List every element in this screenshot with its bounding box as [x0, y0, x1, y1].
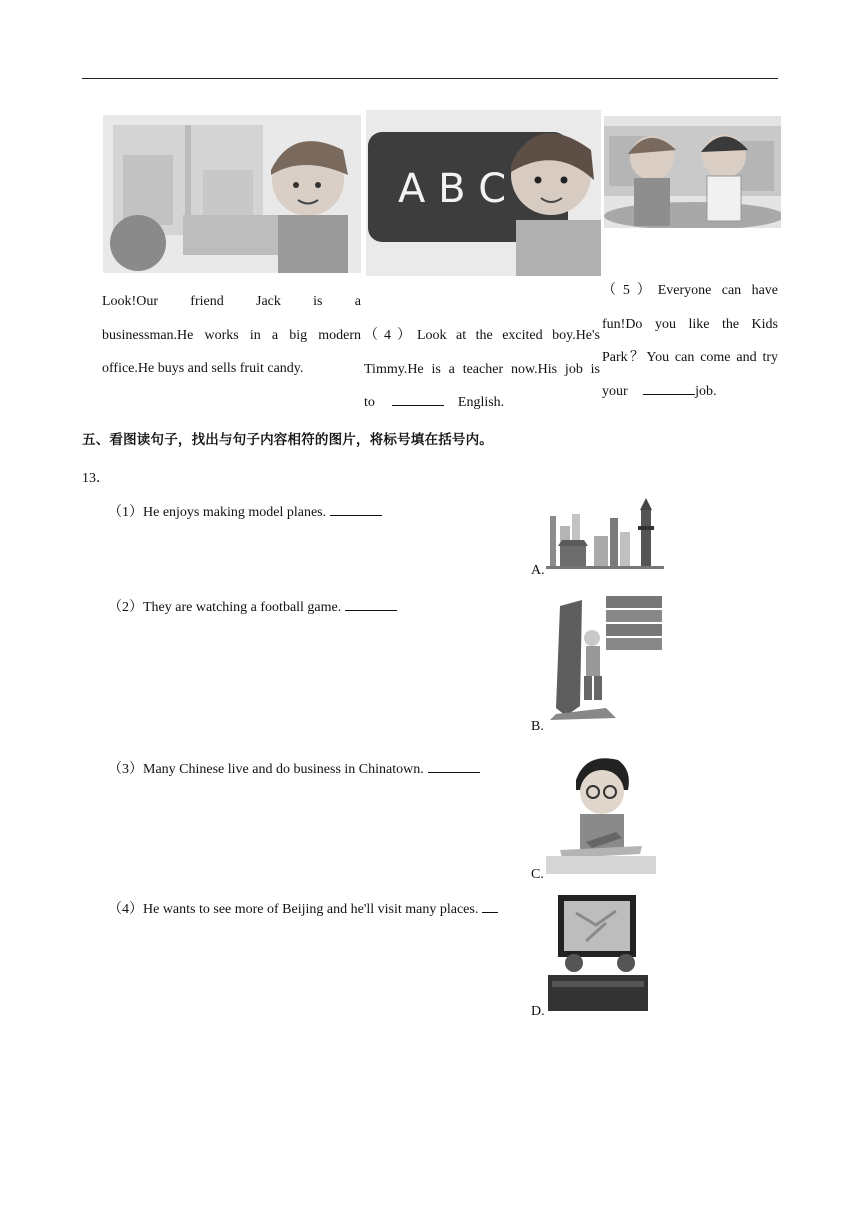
question-3 — [108, 758, 480, 778]
header-rule — [82, 78, 778, 79]
timmy-line-3-start: to — [364, 395, 375, 410]
jack-line-1: Look!Our friend Jack is a — [102, 294, 361, 309]
park-line-4-end: job. — [695, 383, 717, 399]
answer-blank-q4[interactable] — [482, 900, 498, 913]
board-letters: A B C — [398, 166, 507, 212]
question-4 — [108, 898, 498, 918]
question-1-text: （1）He enjoys making model planes. — [108, 505, 327, 520]
answer-blank-5[interactable] — [643, 382, 695, 395]
question-number: 13． — [82, 471, 110, 486]
timmy-line-3 — [364, 386, 600, 420]
kids-park-image — [604, 116, 781, 228]
park-line-4 — [602, 375, 778, 409]
jack-office-image — [103, 115, 361, 273]
timmy-line-3-end: English. — [457, 395, 505, 410]
jack-paragraph — [102, 285, 361, 386]
option-a-skyline-image — [546, 496, 664, 569]
jack-line-2: businessman.He works in a big modern — [102, 327, 361, 343]
question-2 — [108, 596, 397, 616]
park-line-1: （5）Everyone can have — [602, 283, 778, 298]
timmy-paragraph — [364, 319, 600, 420]
park-line-4-start: your — [602, 383, 628, 399]
question-2-text: （2）They are watching a football game. — [108, 600, 342, 615]
option-a-label: A. — [531, 563, 545, 578]
answer-blank-q2[interactable] — [345, 598, 397, 611]
option-b-label: B. — [531, 719, 544, 734]
kids-park-paragraph — [602, 274, 778, 408]
answer-blank-q3[interactable] — [428, 760, 480, 773]
timmy-blackboard-image — [366, 110, 601, 276]
option-d-tv-image — [546, 893, 656, 1011]
option-c-label: C. — [531, 867, 544, 882]
answer-blank-4[interactable] — [392, 393, 444, 406]
answer-blank-q1[interactable] — [330, 503, 382, 516]
park-line-3: Park？You can come and try — [602, 350, 778, 365]
question-4-text: （4）He wants to see more of Beijing and he'll visit many places. — [108, 902, 479, 917]
timmy-line-1: （4）Look at the excited boy.He's — [364, 328, 600, 343]
option-c-boy-plane-image — [546, 750, 656, 874]
question-1 — [108, 501, 382, 521]
timmy-line-2: Timmy.He is a teacher now.His job is — [364, 361, 600, 377]
option-b-tree-image — [546, 596, 664, 722]
jack-line-3: office.He buys and sells fruit candy. — [102, 361, 304, 376]
option-d-label: D. — [531, 1004, 545, 1019]
question-3-text: （3）Many Chinese live and do business in Chinatown. — [108, 762, 424, 777]
section-heading: 五、看图读句子，找出与句子内容相符的图片，将标号填在括号内。 — [82, 432, 493, 448]
park-line-2: fun!Do you like the Kids — [602, 316, 778, 332]
